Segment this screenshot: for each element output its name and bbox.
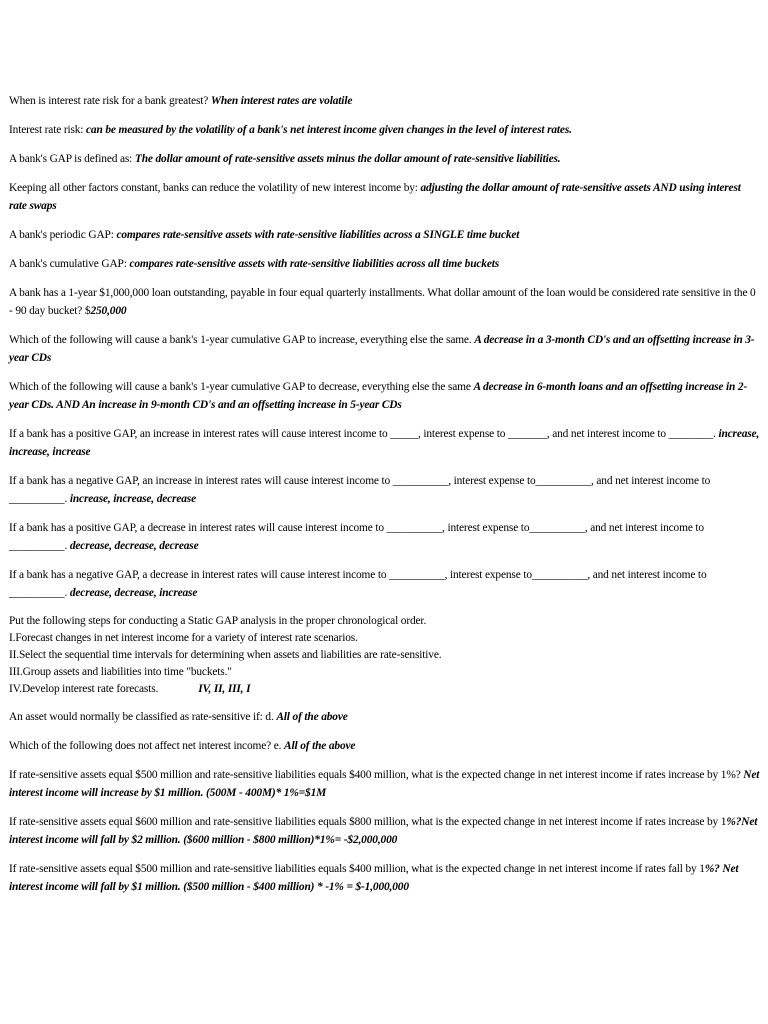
question-text: Which of the following will cause a bank's 1-year cumulative GAP to increase, everything else the same. bbox=[9, 334, 475, 346]
qa-item-11 bbox=[9, 472, 761, 508]
question-text: If a bank has a positive GAP, a decrease in interest rates will cause interest income to __________, interest expense to__________, and net interest income to __________. bbox=[9, 522, 704, 552]
step-line: I.Forecast changes in net interest income for a variety of interest rate scenarios. bbox=[9, 632, 358, 644]
question-text: A bank's GAP is defined as: bbox=[9, 153, 135, 165]
question-text: If rate-sensitive assets equal $500 million and rate-sensitive liabilities equals $400 million, what is the expected change in net interest income if rates fall by 1 bbox=[9, 863, 705, 875]
question-text: Interest rate risk: bbox=[9, 124, 87, 136]
answer-text: A decrease in 6-month loans and an offsetting increase in 2-year CDs. AND An increase in 9-month CD's and an offsetting increase in 5-year CDs bbox=[9, 381, 748, 411]
answer-text: Net interest income will increase by $1 million. (500M - 400M)* 1%=$1M bbox=[9, 769, 760, 799]
qa-item-7 bbox=[9, 284, 761, 320]
answer-text: The dollar amount of rate-sensitive assets minus the dollar amount of rate-sensitive liabilities. bbox=[134, 153, 561, 165]
qa-item-1 bbox=[9, 92, 761, 110]
answer-text: can be measured by the volatility of a bank's net interest income given changes in the level of interest rates. bbox=[86, 124, 572, 136]
answer-text: %? Net interest income will fall by $1 million. ($500 million - $400 million) * -1% = $-1,000,000 bbox=[9, 863, 739, 893]
question-text: Which of the following will cause a bank's 1-year cumulative GAP to decrease, everything else the same bbox=[9, 381, 474, 393]
answer-text: A decrease in a 3-month CD's and an offsetting increase in 3-year CDs bbox=[9, 334, 755, 364]
question-text: If a bank has a negative GAP, a decrease in interest rates will cause interest income to __________, interest expense to__________, and net interest income to __________. bbox=[9, 569, 707, 599]
question-text: Keeping all other factors constant, banks can reduce the volatility of new interest income by: bbox=[9, 182, 421, 194]
qa-item-5 bbox=[9, 226, 761, 244]
answer-text: decrease, decrease, decrease bbox=[69, 540, 199, 552]
answer-text: compares rate-sensitive assets with rate-sensitive liabilities across a SINGLE time bucket bbox=[116, 229, 520, 241]
qa-item-17 bbox=[9, 813, 761, 849]
question-text: A bank has a 1-year $1,000,000 loan outstanding, payable in four equal quarterly installments. What dollar amount of the loan would be considered rate sensitive in the 0 - 90 day bucket? $ bbox=[9, 287, 756, 317]
static-gap-steps bbox=[9, 613, 761, 698]
document-body bbox=[9, 92, 761, 907]
question-text: If a bank has a negative GAP, an increase in interest rates will cause interest income to __________, interest expense to__________, and net interest income to __________. bbox=[9, 475, 711, 505]
question-text: A bank's cumulative GAP: bbox=[9, 258, 130, 270]
qa-item-12 bbox=[9, 519, 761, 555]
answer-text: decrease, decrease, increase bbox=[69, 587, 198, 599]
qa-item-9 bbox=[9, 378, 761, 414]
question-text: Which of the following does not affect net interest income? e. bbox=[9, 740, 285, 752]
steps-answer: IV, II, III, I bbox=[198, 683, 251, 695]
qa-item-10 bbox=[9, 425, 761, 461]
answer-text: %?Net interest income will fall by $2 million. ($600 million - $800 million)*1%= -$2,000,000 bbox=[9, 816, 758, 846]
answer-text: compares rate-sensitive assets with rate-sensitive liabilities across all time buckets bbox=[129, 258, 500, 270]
answer-text: increase, increase, decrease bbox=[69, 493, 196, 505]
answer-text: All of the above bbox=[276, 711, 348, 723]
question-text: When is interest rate risk for a bank greatest? bbox=[9, 95, 211, 107]
question-text: A bank's periodic GAP: bbox=[9, 229, 117, 241]
qa-item-3 bbox=[9, 150, 761, 168]
question-text: If a bank has a positive GAP, an increase in interest rates will cause interest income to _____, interest expense to _______, and net interest income to ________. bbox=[9, 428, 719, 440]
step-line: III.Group assets and liabilities into time "buckets." bbox=[9, 666, 232, 678]
qa-item-14 bbox=[9, 708, 761, 726]
step-line: II.Select the sequential time intervals for determining when assets and liabilities are rate-sensitive. bbox=[9, 649, 442, 661]
steps-intro: Put the following steps for conducting a Static GAP analysis in the proper chronological order. bbox=[9, 615, 427, 627]
qa-item-2 bbox=[9, 121, 761, 139]
question-text: An asset would normally be classified as rate-sensitive if: d. bbox=[9, 711, 277, 723]
answer-text: All of the above bbox=[284, 740, 356, 752]
answer-text: 250,000 bbox=[90, 305, 127, 317]
qa-item-8 bbox=[9, 331, 761, 367]
qa-item-16 bbox=[9, 766, 761, 802]
qa-item-4 bbox=[9, 179, 761, 215]
question-text: If rate-sensitive assets equal $500 million and rate-sensitive liabilities equals $400 million, what is the expected change in net interest income if rates increase by 1%? bbox=[9, 769, 744, 781]
question-text: If rate-sensitive assets equal $600 million and rate-sensitive liabilities equals $800 million, what is the expected change in net interest income if rates increase by 1 bbox=[9, 816, 727, 828]
answer-text: When interest rates are volatile bbox=[210, 95, 353, 107]
step-line: IV.Develop interest rate forecasts. bbox=[9, 683, 159, 695]
qa-item-6 bbox=[9, 255, 761, 273]
qa-item-15 bbox=[9, 737, 761, 755]
step-line-last bbox=[9, 681, 761, 698]
answer-text: increase, increase, increase bbox=[9, 428, 760, 458]
answer-text: adjusting the dollar amount of rate-sensitive assets AND using interest rate swaps bbox=[9, 182, 741, 212]
qa-item-13 bbox=[9, 566, 761, 602]
qa-item-18 bbox=[9, 860, 761, 896]
